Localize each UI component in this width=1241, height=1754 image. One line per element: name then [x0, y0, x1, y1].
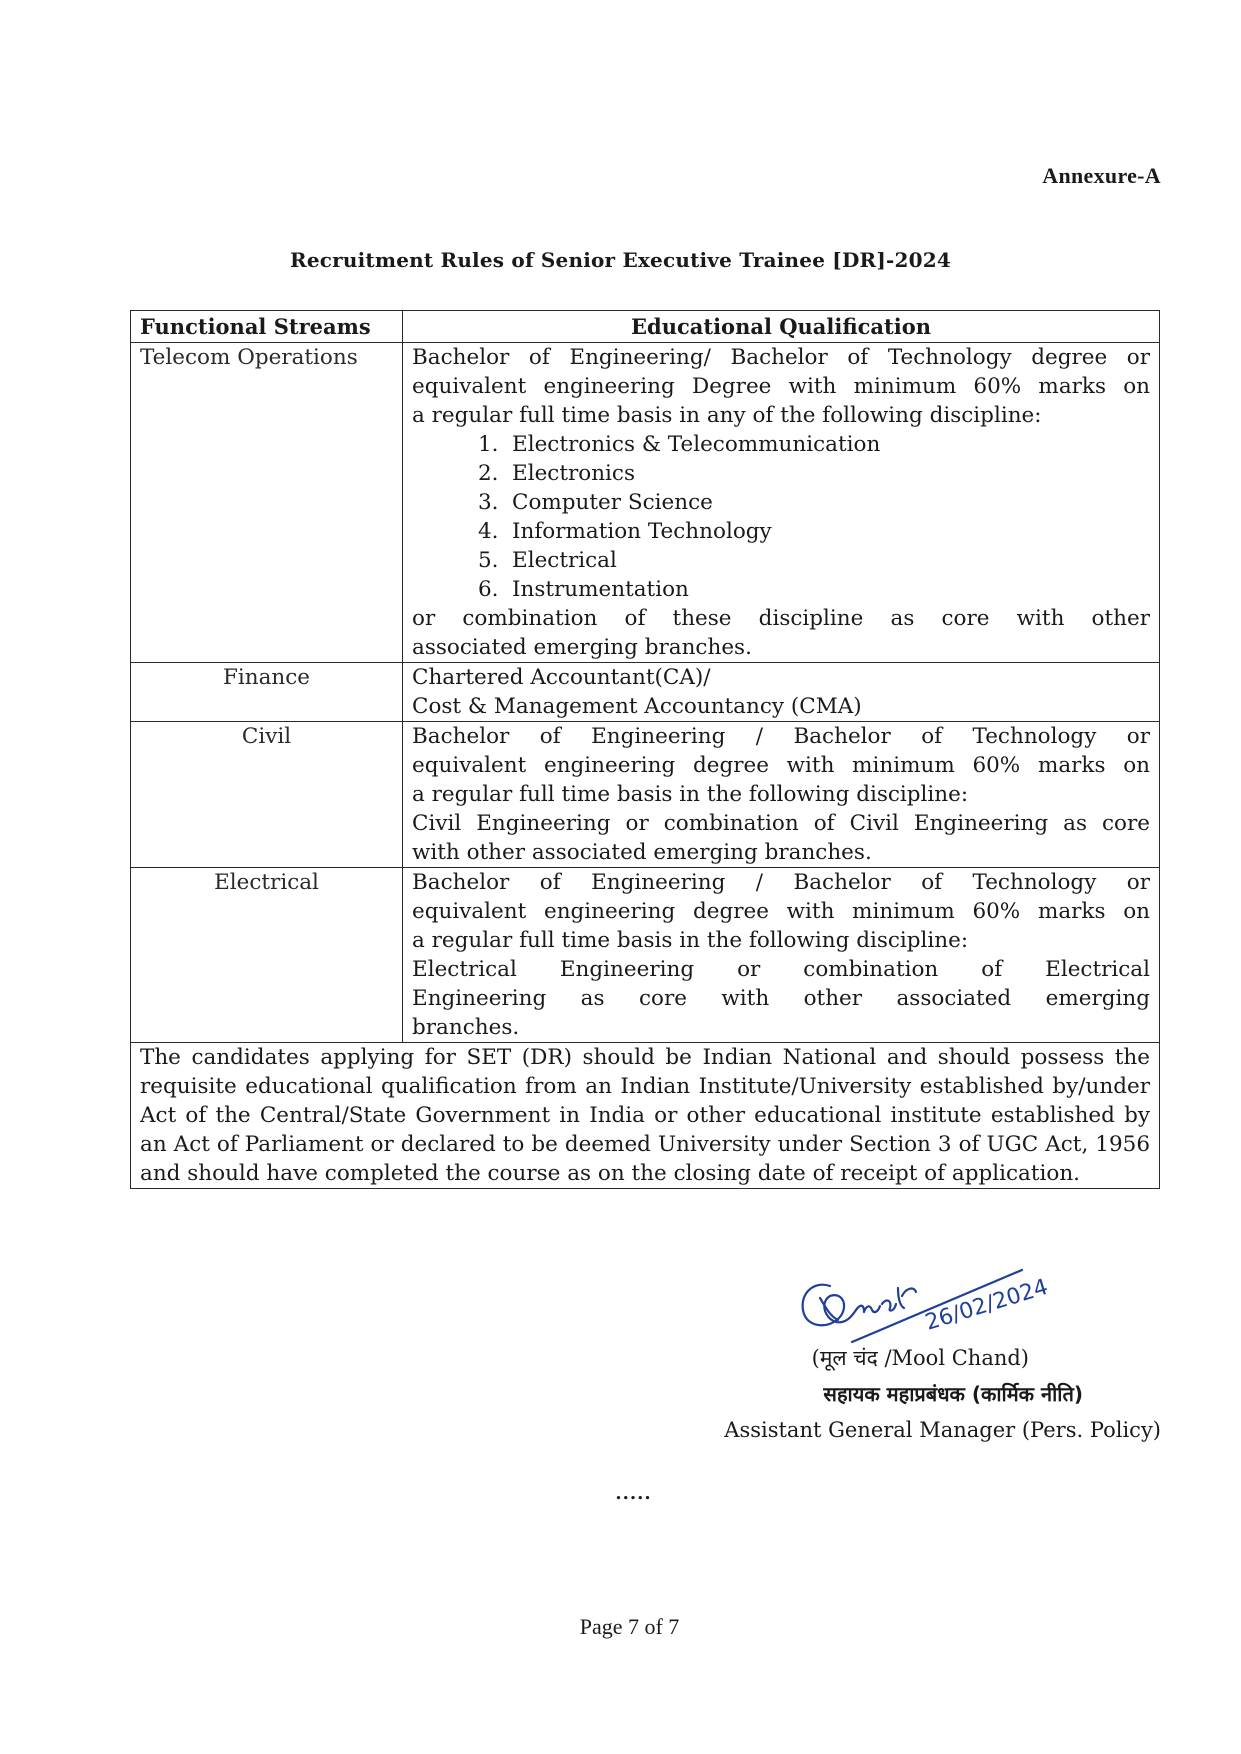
discipline-item: 3. Computer Science [478, 490, 713, 515]
annexure-label: Annexure-A [1042, 163, 1161, 188]
document-title: Recruitment Rules of Senior Executive Trainee [DR]-2024 [290, 248, 951, 272]
end-marker: ..... [615, 1483, 652, 1504]
qualification-line: equivalent engineering degree with minimum 60% marks on [412, 899, 1150, 924]
discipline-item: 5. Electrical [478, 548, 617, 573]
table-row [131, 343, 1160, 663]
handwritten-signature [790, 1258, 1090, 1348]
table-header-row [131, 311, 1160, 343]
qualification-line: Bachelor of Engineering / Bachelor of Technology or [412, 870, 1150, 895]
qualification-line: equivalent engineering degree with minimum 60% marks on [412, 753, 1150, 778]
table-row [131, 722, 1160, 868]
signatory-designation-hindi: सहायक महाप्रबंधक (कार्मिक नीति) [823, 1382, 1083, 1406]
qualification-electrical [403, 868, 1160, 1043]
signature-stroke [898, 1288, 904, 1308]
qualification-line: a regular full time basis in any of the following discipline: [412, 403, 1042, 428]
qualification-line: equivalent engineering Degree with minimum 60% marks on [412, 374, 1150, 399]
signature-stroke [856, 1306, 880, 1312]
qualification-line: Electrical Engineering or combination of Electrical [412, 957, 1150, 982]
discipline-item: 4. Information Technology [478, 519, 772, 544]
qualification-line: branches. [412, 1015, 520, 1040]
page-number: Page 7 of 7 [579, 1614, 680, 1639]
qualification-line: Cost & Management Accountancy (CMA) [412, 694, 862, 719]
table-row [131, 663, 1160, 722]
signature-stroke [803, 1285, 856, 1326]
qualification-line: a regular full time basis in the following discipline: [412, 782, 969, 807]
eligibility-note-row [131, 1043, 1160, 1189]
qualification-line: a regular full time basis in the following discipline: [412, 928, 969, 953]
signatory-designation-english: Assistant General Manager (Pers. Policy) [724, 1418, 1161, 1442]
qualification-line: associated emerging branches. [412, 635, 752, 660]
qualification-telecom-operations [403, 343, 1160, 663]
stream-electrical: Electrical [131, 868, 403, 1043]
discipline-item: 2. Electronics [478, 461, 635, 486]
qualification-finance [403, 663, 1160, 722]
signature-date: 26/02/2024 [922, 1274, 1052, 1336]
qualification-line: with other associated emerging branches. [412, 840, 872, 865]
eligibility-note: The candidates applying for SET (DR) should be Indian National and should possess the requisite educational qualification from an Indian Institute/University established by/under Act of the Central/State Government in India or other educational institute established by an Act of Parliament or declared to be deemed University under Section 3 of UGC Act, 1956 and should have completed the course as on the closing date of receipt of application. [131, 1043, 1160, 1189]
discipline-item: 1. Electronics & Telecommunication [478, 432, 881, 457]
discipline-item: 6. Instrumentation [478, 577, 689, 602]
header-functional-streams: Functional Streams [131, 311, 403, 343]
stream-civil: Civil [131, 722, 403, 868]
qualification-line: or combination of these discipline as core with other [412, 606, 1150, 631]
signatory-name: (मूल चंद /Mool Chand) [811, 1346, 1029, 1370]
qualification-line: Engineering as core with other associated emerging [412, 986, 1150, 1011]
recruitment-rules-table [130, 310, 1160, 1189]
table-row [131, 868, 1160, 1043]
qualification-civil [403, 722, 1160, 868]
qualification-line: Civil Engineering or combination of Civil Engineering as core [412, 811, 1150, 836]
signature-stroke [882, 1301, 896, 1311]
stream-finance: Finance [131, 663, 403, 722]
signatory-block [641, 1340, 1161, 1448]
qualification-line: Bachelor of Engineering / Bachelor of Technology or [412, 724, 1150, 749]
qualification-line: Chartered Accountant(CA)/ [412, 665, 711, 690]
header-educational-qualification: Educational Qualification [403, 311, 1160, 343]
qualification-line: Bachelor of Engineering/ Bachelor of Technology degree or [412, 345, 1150, 370]
stream-telecom-operations: Telecom Operations [131, 343, 403, 663]
signature-stroke [902, 1289, 916, 1296]
discipline-list [412, 430, 1150, 604]
